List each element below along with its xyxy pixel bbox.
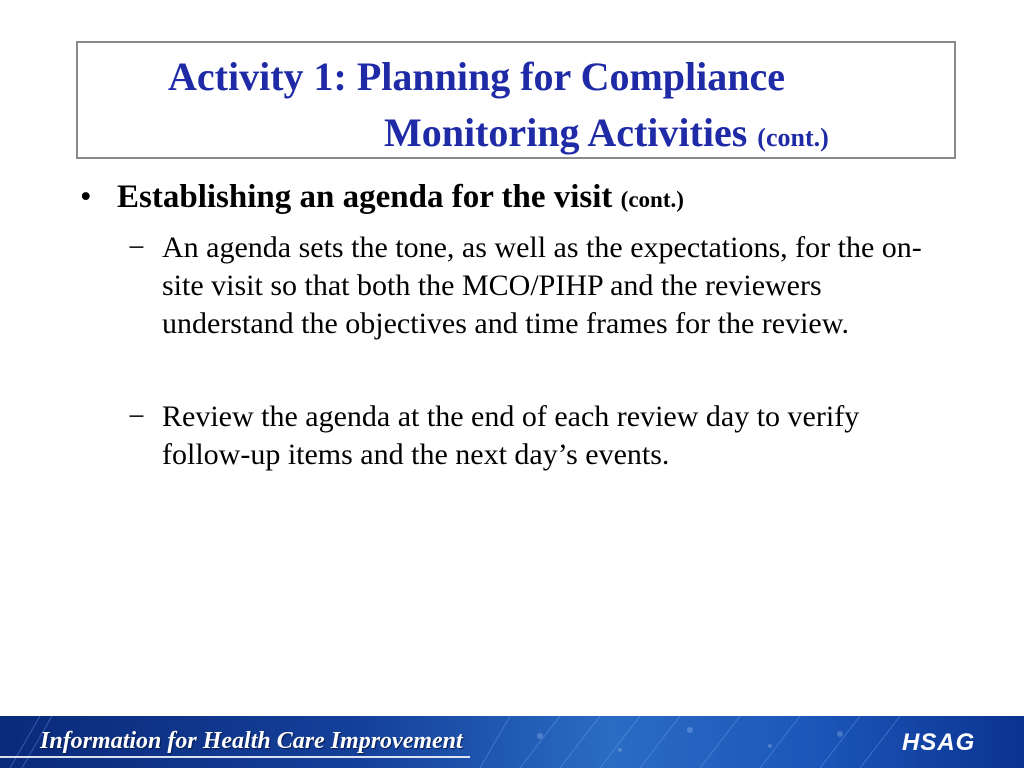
slide-title-line2: [384, 110, 829, 155]
slide-title-line2-text: Monitoring Activities: [384, 110, 748, 155]
slide-title-line1: Activity 1: Planning for Compliance: [168, 54, 786, 99]
bullet-dot-icon: •: [80, 179, 92, 215]
bullet-text-wrap: [117, 178, 684, 219]
footer-banner: [0, 716, 1024, 768]
title-box: [76, 41, 956, 159]
bullet-text: Establishing an agenda for the visit: [117, 179, 613, 215]
footer-divider: [0, 756, 470, 758]
dash-icon: −: [128, 231, 145, 264]
dash-icon: −: [128, 400, 145, 433]
slide-title-cont: (cont.): [757, 123, 829, 152]
subbullet-text: Review the agenda at the end of each review day to verify follow-up items and the next day’s events.: [162, 400, 860, 471]
subbullet-text: An agenda sets the tone, as well as the expectations, for the on-site visit so that both the MCO/PIHP and the reviewers understand the objectives and time frames for the review.: [162, 231, 922, 340]
hsag-logo: HSAG: [902, 729, 976, 756]
footer-tagline: Information for Health Care Improvement: [40, 728, 463, 754]
bullet-cont: (cont.): [620, 187, 684, 212]
